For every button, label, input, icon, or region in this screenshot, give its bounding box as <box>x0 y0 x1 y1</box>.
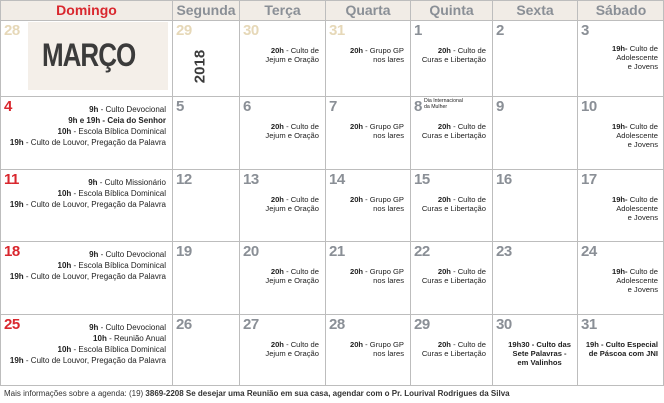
event-line <box>612 267 658 276</box>
event-text: Curas e Libertação <box>421 131 486 140</box>
event-list <box>10 177 166 210</box>
event-line <box>10 344 166 355</box>
day-header-5: Sexta <box>493 0 577 20</box>
day-cell[interactable] <box>577 96 664 169</box>
event-line <box>265 349 319 358</box>
event-line <box>612 213 658 222</box>
event-list <box>612 122 658 149</box>
event-text: - Culto de <box>450 46 486 55</box>
event-line <box>10 249 166 260</box>
day-cell[interactable] <box>410 241 492 314</box>
day-number: 1 <box>414 22 422 39</box>
event-line <box>10 137 166 148</box>
event-text: Culto de <box>627 195 658 204</box>
day-cell[interactable] <box>410 20 492 96</box>
day-number: 15 <box>414 171 430 188</box>
event-line <box>350 340 404 349</box>
day-cell[interactable] <box>0 314 172 386</box>
day-cell[interactable] <box>325 314 410 386</box>
event-line <box>422 46 486 55</box>
day-number: 12 <box>176 171 192 188</box>
event-line <box>350 204 404 213</box>
footer-phone: 3869-2208 <box>145 389 184 398</box>
event-text: - Culto de <box>283 195 319 204</box>
event-text: - Culto de <box>450 122 486 131</box>
grid-line-horizontal <box>0 314 664 315</box>
event-text: - Culto Devocional <box>98 250 166 259</box>
event-line <box>265 276 319 285</box>
day-number: 31 <box>581 316 597 333</box>
event-time: 19h - Culto Especial <box>585 340 658 349</box>
event-time: 20h <box>270 267 284 276</box>
day-number: 16 <box>496 171 512 188</box>
footer-info <box>4 389 510 398</box>
day-cell[interactable] <box>577 241 664 314</box>
day-number: 21 <box>329 243 345 260</box>
event-list <box>422 340 486 358</box>
day-cell[interactable] <box>325 169 410 241</box>
footer-note: Se desejar uma Reunião em sua casa, agendar com o Pr. Lourival Rodrigues da Silva <box>183 389 510 398</box>
grid-line-horizontal <box>0 169 664 170</box>
event-list <box>422 46 486 64</box>
event-time: 9h <box>89 250 99 259</box>
day-cell[interactable] <box>239 241 325 314</box>
day-cell[interactable] <box>239 96 325 169</box>
day-cell[interactable] <box>410 314 492 386</box>
day-number: 28 <box>329 316 345 333</box>
event-time: 20h <box>437 195 451 204</box>
event-line <box>10 271 166 282</box>
event-text: - Culto de <box>283 46 319 55</box>
event-text: Adolescente <box>616 204 658 213</box>
event-line <box>10 177 166 188</box>
event-text: nos lares <box>373 131 404 140</box>
day-number: 14 <box>329 171 345 188</box>
event-text: e Jovens <box>627 140 658 149</box>
event-line <box>10 188 166 199</box>
day-number: 5 <box>176 98 184 115</box>
day-cell[interactable] <box>577 169 664 241</box>
event-text: - Culto de Louvor, Pregação da Palavra <box>23 272 166 281</box>
event-line <box>422 276 486 285</box>
event-time: 10h <box>57 345 72 354</box>
day-number: 19 <box>176 243 192 260</box>
event-list <box>612 267 658 294</box>
event-line <box>10 199 166 210</box>
year-label: 2018 <box>191 49 209 84</box>
grid-line-horizontal <box>0 241 664 242</box>
event-list <box>422 267 486 285</box>
event-text: Culto de <box>627 267 658 276</box>
day-cell[interactable] <box>172 314 239 386</box>
day-number: 3 <box>581 22 589 39</box>
day-cell[interactable] <box>0 241 172 314</box>
event-line <box>422 204 486 213</box>
day-number: 6 <box>243 98 251 115</box>
day-number: 28 <box>4 22 20 39</box>
event-time: 20h <box>349 46 364 55</box>
event-text: Adolescente <box>616 131 658 140</box>
day-number: 30 <box>496 316 512 333</box>
day-cell[interactable] <box>492 20 577 96</box>
event-time: 20h <box>437 267 451 276</box>
event-line <box>612 285 658 294</box>
grid-line-horizontal <box>0 96 664 97</box>
event-time: em Valinhos <box>517 358 562 367</box>
event-text: - Culto Devocional <box>98 105 166 114</box>
event-time: 10h <box>57 127 72 136</box>
event-text: Jejum e Oração <box>265 204 319 213</box>
event-line <box>422 131 486 140</box>
event-text: Curas e Libertação <box>421 204 486 213</box>
day-number: 20 <box>243 243 259 260</box>
event-list <box>265 195 319 213</box>
event-line <box>265 340 319 349</box>
event-line <box>508 358 571 367</box>
footer-prefix: Mais informações sobre a agenda: <box>4 389 129 398</box>
day-number: 13 <box>243 171 259 188</box>
event-line <box>612 276 658 285</box>
event-line <box>422 349 486 358</box>
day-cell[interactable] <box>239 20 325 96</box>
event-text: Culto de <box>627 122 658 131</box>
event-text: - Culto de <box>450 340 486 349</box>
event-line <box>350 276 404 285</box>
event-line <box>265 131 319 140</box>
event-time: 19h <box>9 138 24 147</box>
event-text: e Jovens <box>627 213 658 222</box>
event-line <box>350 195 404 204</box>
event-text: - Grupo GP <box>363 122 404 131</box>
event-time: 9h <box>88 178 98 187</box>
grid-line-horizontal <box>0 0 664 1</box>
event-text: Jejum e Oração <box>265 276 319 285</box>
grid-line-horizontal <box>0 20 664 21</box>
day-cell[interactable] <box>239 169 325 241</box>
event-line <box>612 44 658 53</box>
event-time: 20h <box>349 122 364 131</box>
event-text: Jejum e Oração <box>265 349 319 358</box>
event-text: - Culto de <box>450 195 486 204</box>
holiday-label: Dia Internacional da Mulher <box>424 98 463 110</box>
event-line <box>350 46 404 55</box>
event-text: - Culto de <box>283 122 319 131</box>
event-text: - Escola Bíblica Dominical <box>71 189 166 198</box>
event-list <box>265 340 319 358</box>
day-cell[interactable] <box>0 96 172 169</box>
event-text: - Culto de Louvor, Pregação da Palavra <box>23 138 166 147</box>
event-text: - Grupo GP <box>363 340 404 349</box>
day-number: 26 <box>176 316 192 333</box>
month-title: MARÇO <box>42 36 136 74</box>
day-header-6: Sábado <box>578 0 664 20</box>
event-line <box>422 267 486 276</box>
day-cell[interactable] <box>0 169 172 241</box>
event-text: - Escola Bíblica Dominical <box>71 345 166 354</box>
event-line <box>612 131 658 140</box>
event-line <box>612 62 658 71</box>
event-time: 19h- <box>611 267 628 276</box>
day-cell[interactable] <box>325 96 410 169</box>
event-text: - Grupo GP <box>363 46 404 55</box>
day-number: 31 <box>329 22 345 39</box>
event-line <box>10 260 166 271</box>
day-cell[interactable] <box>410 96 492 169</box>
event-line <box>612 122 658 131</box>
day-cell[interactable] <box>172 169 239 241</box>
day-cell[interactable] <box>577 20 664 96</box>
grid-line-vertical <box>410 0 411 386</box>
event-line <box>422 55 486 64</box>
event-line <box>612 195 658 204</box>
event-list <box>586 340 658 358</box>
day-header-1: Segunda <box>173 0 239 20</box>
event-line <box>422 122 486 131</box>
day-number: 27 <box>243 316 259 333</box>
event-list <box>10 104 166 148</box>
day-cell[interactable] <box>410 169 492 241</box>
event-line <box>422 195 486 204</box>
event-list <box>612 195 658 222</box>
day-number: 7 <box>329 98 337 115</box>
event-line <box>586 349 658 358</box>
event-time: 20h <box>349 195 364 204</box>
grid-line-vertical <box>172 0 173 386</box>
event-line <box>508 340 571 349</box>
event-line <box>10 322 166 333</box>
event-list <box>10 249 166 282</box>
day-cell[interactable] <box>492 241 577 314</box>
grid-line-vertical <box>492 0 493 386</box>
grid-line-horizontal <box>0 385 664 386</box>
event-time: 19h- <box>611 195 628 204</box>
event-text: - Escola Bíblica Dominical <box>71 127 166 136</box>
event-time: 20h <box>270 195 284 204</box>
event-time: 19h30 - Culto das <box>508 340 571 349</box>
event-time: 19h <box>9 200 24 209</box>
event-time: 20h <box>270 122 284 131</box>
event-text: - Escola Bíblica Dominical <box>71 261 166 270</box>
event-list <box>422 195 486 213</box>
event-line <box>10 126 166 137</box>
event-time: 9h <box>89 105 99 114</box>
day-cell[interactable] <box>325 241 410 314</box>
event-time: 10h <box>57 189 72 198</box>
event-line <box>265 55 319 64</box>
day-number: 11 <box>4 171 19 188</box>
event-list <box>422 122 486 140</box>
event-text: - Reunião Anual <box>106 334 166 343</box>
event-text: nos lares <box>373 204 404 213</box>
day-number: 2 <box>496 22 504 39</box>
event-line <box>265 267 319 276</box>
event-text: - Culto de <box>283 267 319 276</box>
day-header-4: Quinta <box>411 0 492 20</box>
event-text: - Culto Missionário <box>97 178 166 187</box>
event-line <box>10 104 166 115</box>
event-line <box>612 204 658 213</box>
day-cell[interactable] <box>172 96 239 169</box>
footer-area-code: (19) <box>128 389 146 398</box>
event-line <box>612 140 658 149</box>
day-number: 25 <box>4 316 20 333</box>
event-text: Jejum e Oração <box>265 55 319 64</box>
event-line <box>350 55 404 64</box>
event-line <box>586 340 658 349</box>
event-time: Sete Palavras - <box>512 349 567 358</box>
event-line <box>10 333 166 344</box>
day-number: 29 <box>176 22 192 39</box>
event-list <box>350 195 404 213</box>
event-line <box>350 122 404 131</box>
event-time: 20h <box>270 340 284 349</box>
day-number: 29 <box>414 316 430 333</box>
event-line <box>265 195 319 204</box>
event-text: Curas e Libertação <box>421 276 486 285</box>
event-time: de Páscoa com JNI <box>588 349 658 358</box>
event-text: Adolescente <box>616 53 658 62</box>
event-text: - Grupo GP <box>363 195 404 204</box>
day-cell[interactable] <box>577 314 664 386</box>
event-line <box>265 122 319 131</box>
event-text: Culto de <box>627 44 658 53</box>
event-list <box>350 46 404 64</box>
event-time: 20h <box>437 340 451 349</box>
event-list <box>350 340 404 358</box>
event-list <box>612 44 658 71</box>
event-time: 20h <box>349 267 364 276</box>
day-number: 30 <box>243 22 259 39</box>
day-cell[interactable] <box>325 20 410 96</box>
event-text: nos lares <box>373 55 404 64</box>
event-list <box>350 122 404 140</box>
event-time: 20h <box>270 46 284 55</box>
event-text: - Grupo GP <box>363 267 404 276</box>
event-line <box>265 204 319 213</box>
event-text: Jejum e Oração <box>265 131 319 140</box>
day-cell[interactable] <box>492 169 577 241</box>
event-text: Curas e Libertação <box>421 349 486 358</box>
event-time: 10h <box>93 334 107 343</box>
day-header-0: Domingo <box>1 0 172 20</box>
day-number: 10 <box>581 98 597 115</box>
event-text: - Culto de <box>450 267 486 276</box>
day-number: 9 <box>496 98 504 115</box>
event-text: Adolescente <box>616 276 658 285</box>
event-text: Curas e Libertação <box>421 55 486 64</box>
day-header-3: Quarta <box>326 0 410 20</box>
grid-line-vertical <box>577 0 578 386</box>
event-line <box>508 349 571 358</box>
grid-line-vertical <box>325 0 326 386</box>
event-time: 19h- <box>611 122 628 131</box>
event-line <box>10 115 166 126</box>
event-text: - Culto de Louvor, Pregação da Palavra <box>23 356 166 365</box>
day-cell[interactable] <box>492 96 577 169</box>
day-number: 4 <box>4 98 12 115</box>
event-line <box>350 131 404 140</box>
event-time: 9h <box>89 323 99 332</box>
event-time: 20h <box>437 122 451 131</box>
event-text: e Jovens <box>627 62 658 71</box>
day-number: 18 <box>4 243 20 260</box>
event-text: - Culto de <box>283 340 319 349</box>
event-time: 19h <box>9 272 24 281</box>
event-text: - Culto de Louvor, Pregação da Palavra <box>23 200 166 209</box>
event-list <box>265 46 319 64</box>
event-text: e Jovens <box>627 285 658 294</box>
event-line <box>10 355 166 366</box>
event-line <box>350 349 404 358</box>
day-number: 17 <box>581 171 597 188</box>
event-time: 9h e 19h - Ceia do Senhor <box>68 116 166 125</box>
event-time: 19h <box>9 356 24 365</box>
day-cell[interactable] <box>492 314 577 386</box>
event-text: nos lares <box>373 349 404 358</box>
event-line <box>612 53 658 62</box>
event-line <box>350 267 404 276</box>
event-line <box>265 46 319 55</box>
event-time: 19h- <box>611 44 628 53</box>
event-list <box>350 267 404 285</box>
event-list <box>265 267 319 285</box>
event-list <box>265 122 319 140</box>
grid-line-vertical <box>0 0 1 386</box>
day-number: 24 <box>581 243 597 260</box>
event-list <box>10 322 166 366</box>
event-text: nos lares <box>373 276 404 285</box>
day-cell[interactable] <box>239 314 325 386</box>
grid-line-vertical <box>239 0 240 386</box>
day-number: 22 <box>414 243 430 260</box>
event-time: 20h <box>349 340 364 349</box>
event-line <box>422 340 486 349</box>
event-time: 20h <box>437 46 451 55</box>
day-number: 23 <box>496 243 512 260</box>
event-time: 10h <box>57 261 72 270</box>
event-text: - Culto Devocional <box>98 323 166 332</box>
event-list <box>508 340 571 367</box>
day-header-2: Terça <box>240 0 325 20</box>
day-number: 8 <box>414 98 422 115</box>
day-cell[interactable] <box>172 241 239 314</box>
